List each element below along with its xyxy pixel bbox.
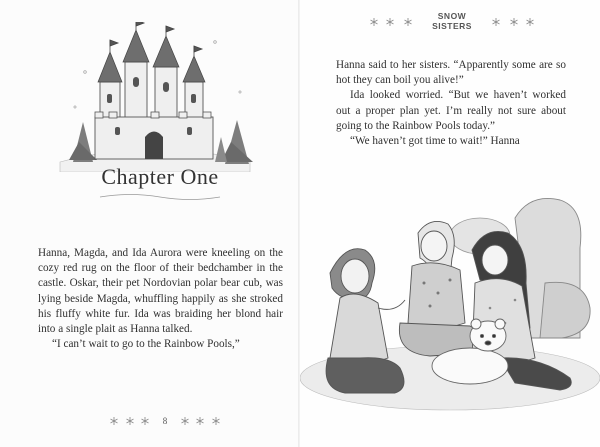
chapter-title: Chapter One — [101, 164, 219, 189]
right-page — [300, 0, 600, 447]
left-body-text — [38, 246, 283, 352]
paragraph: Ida looked worried. “But we haven’t worked out a proper plan yet. I’m really not sure about going to the Rainbow Pools today.” — [336, 89, 566, 132]
sisters-illustration — [300, 188, 600, 413]
paragraph: Hanna said to her sisters. “Apparently some are so hot they can boil you alive!” — [336, 59, 566, 87]
page-number: 8 — [162, 416, 168, 426]
paragraph: “I can’t wait to go to the Rainbow Pools,” — [52, 338, 240, 351]
right-body-text — [336, 58, 566, 149]
running-header — [362, 8, 542, 38]
snow-sisters-logo: SNOW SISTERS — [432, 11, 472, 31]
paragraph: “We haven’t got time to wait!” Hanna — [350, 135, 520, 148]
chapter-divider — [90, 192, 230, 202]
page-footer — [100, 413, 230, 429]
paragraph: Hanna, Magda, and Ida Aurora were kneeling on the cozy red rug on the floor of their bedchamber in the castle. Oskar, their pet Nordovian polar bear cub, was lying beside Magda, whuffling happily as she stroked his fluffy white fur. Ida was braiding her blond hair into a single plait as Hanna talked. — [38, 247, 283, 336]
castle-illustration — [55, 22, 255, 172]
